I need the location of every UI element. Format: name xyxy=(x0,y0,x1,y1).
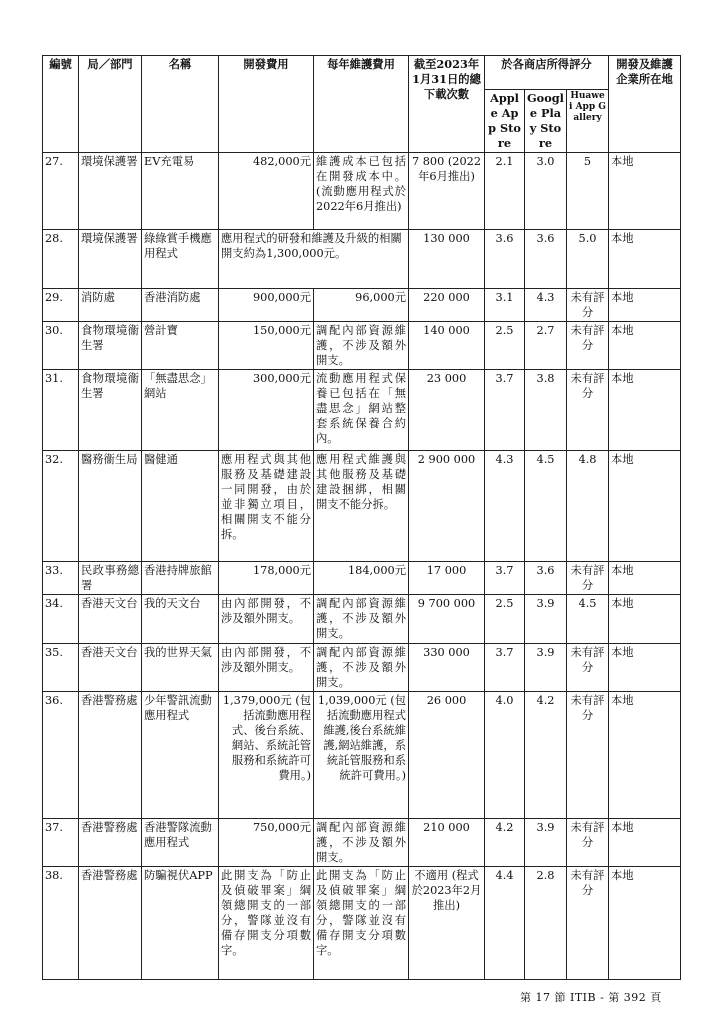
row-downloads: 9 700 000 xyxy=(409,595,485,644)
table-row xyxy=(43,153,681,230)
row-huawei-rating: 5 xyxy=(567,153,609,230)
row-huawei-rating: 未有評分 xyxy=(567,289,609,322)
row-location: 本地 xyxy=(609,370,681,451)
header-annual-cost: 每年維護費用 xyxy=(314,56,409,153)
row-dev-cost: 由內部開發，不涉及額外開支。 xyxy=(219,595,314,644)
row-downloads: 17 000 xyxy=(409,562,485,595)
row-no: 33. xyxy=(43,562,79,595)
table-row xyxy=(43,562,681,595)
header-no: 編號 xyxy=(43,56,79,153)
row-app-name: 少年警訊流動應用程式 xyxy=(142,692,219,819)
row-no: 32. xyxy=(43,451,79,562)
row-dept: 環境保護署 xyxy=(79,230,142,289)
row-app-name: 營計寶 xyxy=(142,322,219,370)
row-downloads: 7 800 (2022年6月推出) xyxy=(409,153,485,230)
row-annual-cost: 應用程式維護與其他服務及基礎建設捆綁，相關開支不能分拆。 xyxy=(314,451,409,562)
row-location: 本地 xyxy=(609,562,681,595)
row-apple-rating: 3.7 xyxy=(485,370,525,451)
row-google-rating: 4.5 xyxy=(525,451,567,562)
row-app-name: 「無盡思念」網站 xyxy=(142,370,219,451)
row-no: 35. xyxy=(43,644,79,692)
row-dev-cost: 150,000元 xyxy=(219,322,314,370)
page-footer: 第 17 節 ITIB - 第 392 頁 xyxy=(520,991,662,1004)
row-location: 本地 xyxy=(609,692,681,819)
row-google-rating: 4.3 xyxy=(525,289,567,322)
row-apple-rating: 2.5 xyxy=(485,595,525,644)
row-downloads: 130 000 xyxy=(409,230,485,289)
row-location: 本地 xyxy=(609,819,681,867)
row-app-name: 綠綠賞手機應用程式 xyxy=(142,230,219,289)
row-huawei-rating: 未有評分 xyxy=(567,322,609,370)
row-apple-rating: 2.5 xyxy=(485,322,525,370)
row-dev-cost: 900,000元 xyxy=(219,289,314,322)
header-huawei: Huawei App Gallery xyxy=(567,90,609,153)
row-downloads: 330 000 xyxy=(409,644,485,692)
row-huawei-rating: 未有評分 xyxy=(567,562,609,595)
row-apple-rating: 2.1 xyxy=(485,153,525,230)
row-annual-cost: 96,000元 xyxy=(314,289,409,322)
table-row xyxy=(43,230,681,289)
row-google-rating: 2.7 xyxy=(525,322,567,370)
row-apple-rating: 4.3 xyxy=(485,451,525,562)
header-dept: 局／部門 xyxy=(79,56,142,153)
row-app-name: 我的世界天氣 xyxy=(142,644,219,692)
row-dev-cost: 300,000元 xyxy=(219,370,314,451)
row-google-rating: 2.8 xyxy=(525,867,567,980)
row-app-name: 香港消防處 xyxy=(142,289,219,322)
row-huawei-rating: 4.5 xyxy=(567,595,609,644)
row-apple-rating: 3.7 xyxy=(485,562,525,595)
row-app-name: 香港警隊流動應用程式 xyxy=(142,819,219,867)
row-app-name: EV充電易 xyxy=(142,153,219,230)
header-ratings: 於各商店所得評分 xyxy=(485,56,609,90)
row-dept: 民政事務總署 xyxy=(79,562,142,595)
row-app-name: 防騙視伏APP xyxy=(142,867,219,980)
row-downloads: 不適用 (程式於2023年2月推出) xyxy=(409,867,485,980)
table-row xyxy=(43,644,681,692)
table-row xyxy=(43,819,681,867)
row-location: 本地 xyxy=(609,322,681,370)
row-no: 31. xyxy=(43,370,79,451)
row-app-name: 醫健通 xyxy=(142,451,219,562)
row-annual-cost: 維護成本已包括在開發成本中。(流動應用程式於2022年6月推出) xyxy=(314,153,409,230)
row-google-rating: 3.9 xyxy=(525,819,567,867)
row-dev-cost: 750,000元 xyxy=(219,819,314,867)
row-dept: 醫務衞生局 xyxy=(79,451,142,562)
row-location: 本地 xyxy=(609,153,681,230)
row-downloads: 23 000 xyxy=(409,370,485,451)
row-no: 27. xyxy=(43,153,79,230)
table-row xyxy=(43,322,681,370)
row-combined-cost: 應用程式的研發和維護及升級的相關開支約為1,300,000元。 xyxy=(219,230,409,289)
app-cost-table xyxy=(42,55,681,980)
row-huawei-rating: 未有評分 xyxy=(567,867,609,980)
row-dept: 食物環境衞生署 xyxy=(79,322,142,370)
row-dev-cost: 應用程式與其他服務及基礎建設一同開發，由於並非獨立項目，相關開支不能分拆。 xyxy=(219,451,314,562)
row-location: 本地 xyxy=(609,451,681,562)
row-app-name: 香港持牌旅館 xyxy=(142,562,219,595)
row-dept: 食物環境衞生署 xyxy=(79,370,142,451)
row-downloads: 220 000 xyxy=(409,289,485,322)
header-downloads: 截至2023年1月31日的總下載次數 xyxy=(409,56,485,153)
row-huawei-rating: 未有評分 xyxy=(567,819,609,867)
row-location: 本地 xyxy=(609,644,681,692)
row-dev-cost: 由內部開發，不涉及額外開支。 xyxy=(219,644,314,692)
row-dev-cost: 178,000元 xyxy=(219,562,314,595)
header-location: 開發及維護企業所在地 xyxy=(609,56,681,153)
row-dept: 環境保護署 xyxy=(79,153,142,230)
row-dev-cost: 此開支為「防止及偵破罪案」綱領總開支的一部分，警隊並沒有備存開支分項數字。 xyxy=(219,867,314,980)
row-google-rating: 4.2 xyxy=(525,692,567,819)
row-apple-rating: 3.1 xyxy=(485,289,525,322)
row-dev-cost: 1,379,000元 (包括流動應用程式、後台系統、網站、系統託管服務和系統許可費用。) xyxy=(219,692,314,819)
row-no: 34. xyxy=(43,595,79,644)
row-google-rating: 3.8 xyxy=(525,370,567,451)
row-huawei-rating: 5.0 xyxy=(567,230,609,289)
table-row xyxy=(43,692,681,819)
header-apple: Apple App Store xyxy=(485,90,525,153)
row-location: 本地 xyxy=(609,230,681,289)
row-downloads: 2 900 000 xyxy=(409,451,485,562)
row-dept: 香港警務處 xyxy=(79,819,142,867)
row-dept: 香港天文台 xyxy=(79,595,142,644)
row-downloads: 26 000 xyxy=(409,692,485,819)
header-google: Google Play Store xyxy=(525,90,567,153)
row-huawei-rating: 未有評分 xyxy=(567,692,609,819)
row-annual-cost: 1,039,000元 (包括流動應用程式維護,後台系統維護,網站維護，系統託管服務和系統許可費用。) xyxy=(314,692,409,819)
row-no: 30. xyxy=(43,322,79,370)
row-google-rating: 3.0 xyxy=(525,153,567,230)
row-location: 本地 xyxy=(609,289,681,322)
row-downloads: 140 000 xyxy=(409,322,485,370)
row-dept: 消防處 xyxy=(79,289,142,322)
row-dept: 香港天文台 xyxy=(79,644,142,692)
row-google-rating: 3.9 xyxy=(525,595,567,644)
row-annual-cost: 184,000元 xyxy=(314,562,409,595)
row-huawei-rating: 未有評分 xyxy=(567,644,609,692)
row-no: 29. xyxy=(43,289,79,322)
row-apple-rating: 4.4 xyxy=(485,867,525,980)
row-downloads: 210 000 xyxy=(409,819,485,867)
row-apple-rating: 3.6 xyxy=(485,230,525,289)
row-dept: 香港警務處 xyxy=(79,867,142,980)
row-dept: 香港警務處 xyxy=(79,692,142,819)
row-location: 本地 xyxy=(609,595,681,644)
row-annual-cost: 調配內部資源維護，不涉及額外開支。 xyxy=(314,819,409,867)
row-annual-cost: 調配內部資源維護，不涉及額外開支。 xyxy=(314,322,409,370)
row-annual-cost: 調配內部資源維護，不涉及額外開支。 xyxy=(314,595,409,644)
row-no: 36. xyxy=(43,692,79,819)
row-apple-rating: 4.0 xyxy=(485,692,525,819)
row-dev-cost: 482,000元 xyxy=(219,153,314,230)
header-name: 名稱 xyxy=(142,56,219,153)
row-annual-cost: 此開支為「防止及偵破罪案」綱領總開支的一部分，警隊並沒有備存開支分項數字。 xyxy=(314,867,409,980)
row-annual-cost: 流動應用程式保養已包括在「無盡思念」網站整套系統保養合約內。 xyxy=(314,370,409,451)
header-dev-cost: 開發費用 xyxy=(219,56,314,153)
row-google-rating: 3.9 xyxy=(525,644,567,692)
table-row xyxy=(43,595,681,644)
row-no: 37. xyxy=(43,819,79,867)
row-google-rating: 3.6 xyxy=(525,230,567,289)
row-app-name: 我的天文台 xyxy=(142,595,219,644)
row-annual-cost: 調配內部資源維護，不涉及額外開支。 xyxy=(314,644,409,692)
table-row xyxy=(43,867,681,980)
table-row xyxy=(43,370,681,451)
table-row xyxy=(43,289,681,322)
row-huawei-rating: 4.8 xyxy=(567,451,609,562)
row-google-rating: 3.6 xyxy=(525,562,567,595)
row-apple-rating: 3.7 xyxy=(485,644,525,692)
row-apple-rating: 4.2 xyxy=(485,819,525,867)
row-huawei-rating: 未有評分 xyxy=(567,370,609,451)
row-location: 本地 xyxy=(609,867,681,980)
row-no: 28. xyxy=(43,230,79,289)
row-no: 38. xyxy=(43,867,79,980)
table-row xyxy=(43,451,681,562)
